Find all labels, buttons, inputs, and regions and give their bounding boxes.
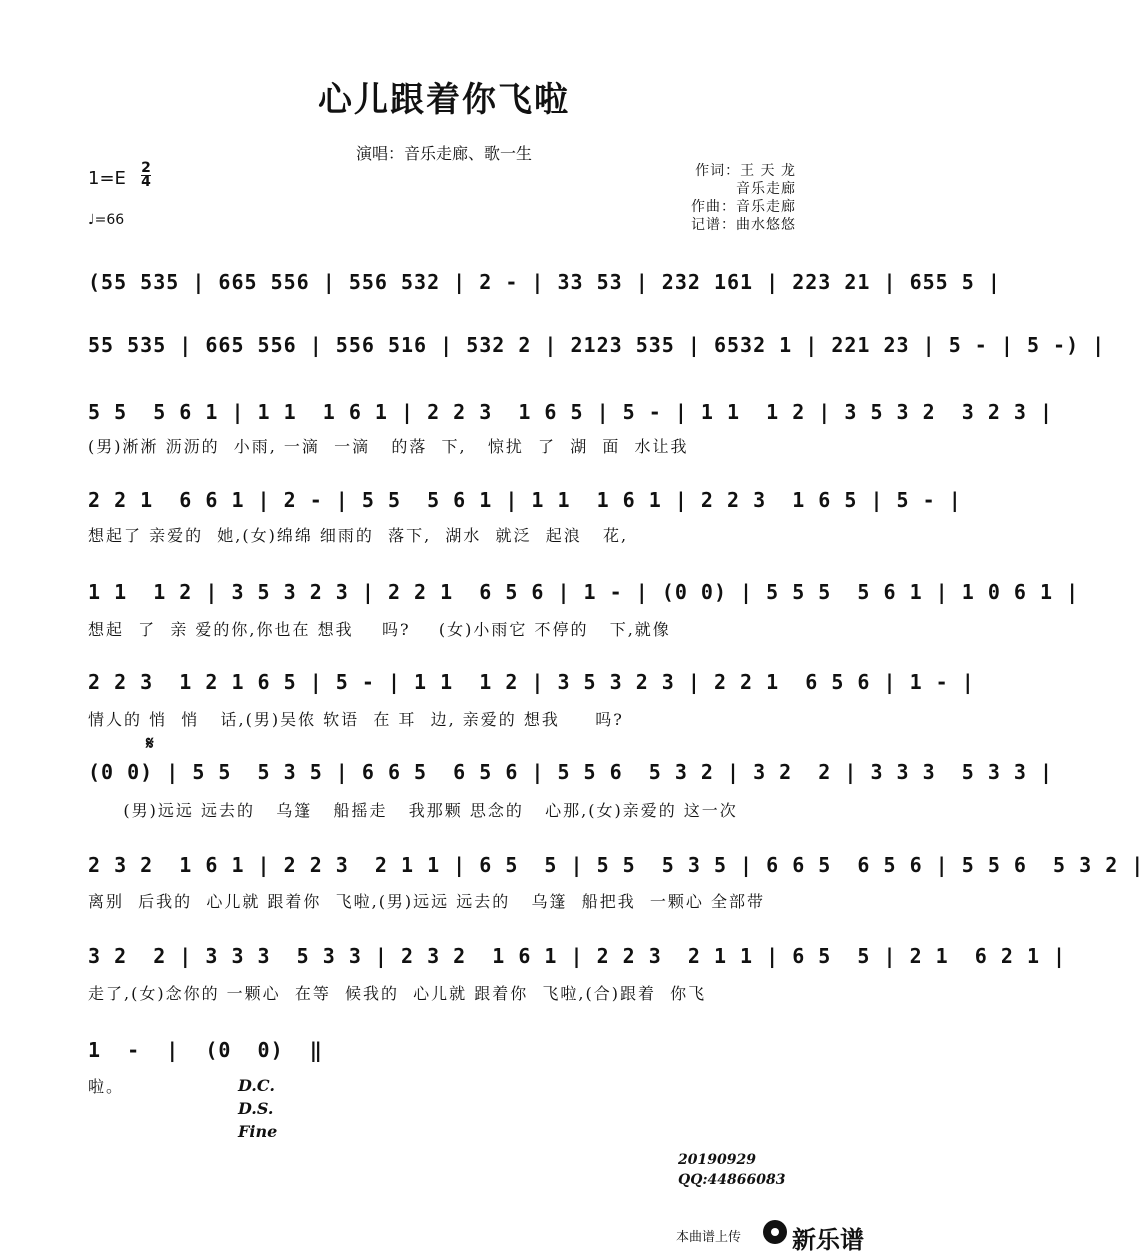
transcriber-credit: 记谱：曲水悠悠	[691, 217, 796, 233]
time-signature-top: 2	[141, 160, 151, 176]
segno-sign: 𝄋	[146, 733, 154, 754]
upload-note: 本曲谱上传	[676, 1230, 742, 1245]
score-row-notes: 5 5 5 6 1 | 1 1 1 6 1 | 2 2 3 1 6 5 | 5 - | 1 1 1 2 | 3 5 3 2 3 2 3 |	[88, 400, 1054, 424]
singer-credit: 演唱：音乐走廊、歌一生	[355, 144, 532, 163]
score-row-notes: 2 2 1 6 6 1 | 2 - | 5 5 5 6 1 | 1 1 1 6 1 | 2 2 3 1 6 5 | 5 - |	[88, 488, 962, 512]
time-signature-bottom: 4	[141, 174, 151, 190]
lyricist-credit-2: 音乐走廊	[703, 181, 796, 197]
site-logo[interactable]: 新乐谱	[792, 1226, 864, 1254]
score-row-notes: (0 0) | 5 5 5 3 5 | 6 6 5 6 5 6 | 5 5 6 5 3 2 | 3 2 2 | 3 3 3 5 3 3 |	[88, 760, 1054, 784]
score-row-notes: 1 - | (0 0) ‖	[88, 1038, 323, 1062]
time-signature	[141, 162, 151, 189]
composer-credit: 作曲：音乐走廊	[691, 199, 796, 215]
score-row-lyrics: 离别 后我的 心儿就 跟着你 飞啦,(男)远远 远去的 乌篷 船把我 一颗心 全部带	[88, 892, 765, 911]
record-icon	[763, 1220, 787, 1244]
score-row-lyrics: 啦。	[88, 1077, 125, 1096]
score-row-lyrics: (男)淅淅 沥沥的 小雨, 一滴 一滴 的落 下, 惊扰 了 湖 面 水让我	[88, 437, 689, 456]
transcription-date: 20190929	[678, 1152, 756, 1168]
dc-marking: D.C.	[238, 1076, 275, 1095]
score-row-lyrics: 走了,(女)念你的 一颗心 在等 候我的 心儿就 跟着你 飞啦,(合)跟着 你飞	[88, 984, 707, 1003]
tempo-marking: ♩=66	[88, 212, 125, 228]
score-row-notes: 2 2 3 1 2 1 6 5 | 5 - | 1 1 1 2 | 3 5 3 2 3 | 2 2 1 6 5 6 | 1 - |	[88, 670, 975, 694]
transcriber-qq: QQ:44866083	[678, 1172, 786, 1188]
score-row-notes: (55 535 | 665 556 | 556 532 | 2 - | 33 53 | 232 161 | 223 21 | 655 5 |	[88, 270, 1001, 294]
score-row-notes: 2 3 2 1 6 1 | 2 2 3 2 1 1 | 6 5 5 | 5 5 5 3 5 | 6 6 5 6 5 6 | 5 5 6 5 3 2 |	[88, 853, 1144, 877]
key-signature: 1=E	[88, 168, 126, 189]
score-row-lyrics: 情人的 悄 悄 话,(男)吴侬 软语 在 耳 边, 亲爱的 想我 吗?	[88, 710, 624, 729]
song-title: 心儿跟着你飞啦	[318, 80, 570, 120]
ds-marking: D.S.	[238, 1099, 274, 1118]
score-row-lyrics: 想起 了 亲 爱的你,你也在 想我 吗? (女)小雨它 不停的 下,就像	[88, 620, 671, 639]
score-row-lyrics: 想起了 亲爱的 她,(女)绵绵 细雨的 落下, 湖水 就泛 起浪 花,	[88, 526, 629, 545]
score-row-notes: 1 1 1 2 | 3 5 3 2 3 | 2 2 1 6 5 6 | 1 - | (0 0) | 5 5 5 5 6 1 | 1 0 6 1 |	[88, 580, 1080, 604]
score-row-notes: 55 535 | 665 556 | 556 516 | 532 2 | 2123 535 | 6532 1 | 221 23 | 5 - | 5 -) |	[88, 333, 1106, 357]
score-row-notes: 3 2 2 | 3 3 3 5 3 3 | 2 3 2 1 6 1 | 2 2 3 2 1 1 | 6 5 5 | 2 1 6 2 1 |	[88, 944, 1067, 968]
score-row-lyrics: (男)远远 远去的 乌篷 船摇走 我那颗 思念的 心那,(女)亲爱的 这一次	[88, 801, 738, 820]
lyricist-credit: 作词：王 天 龙	[695, 163, 796, 179]
fine-marking: Fine	[238, 1122, 278, 1141]
